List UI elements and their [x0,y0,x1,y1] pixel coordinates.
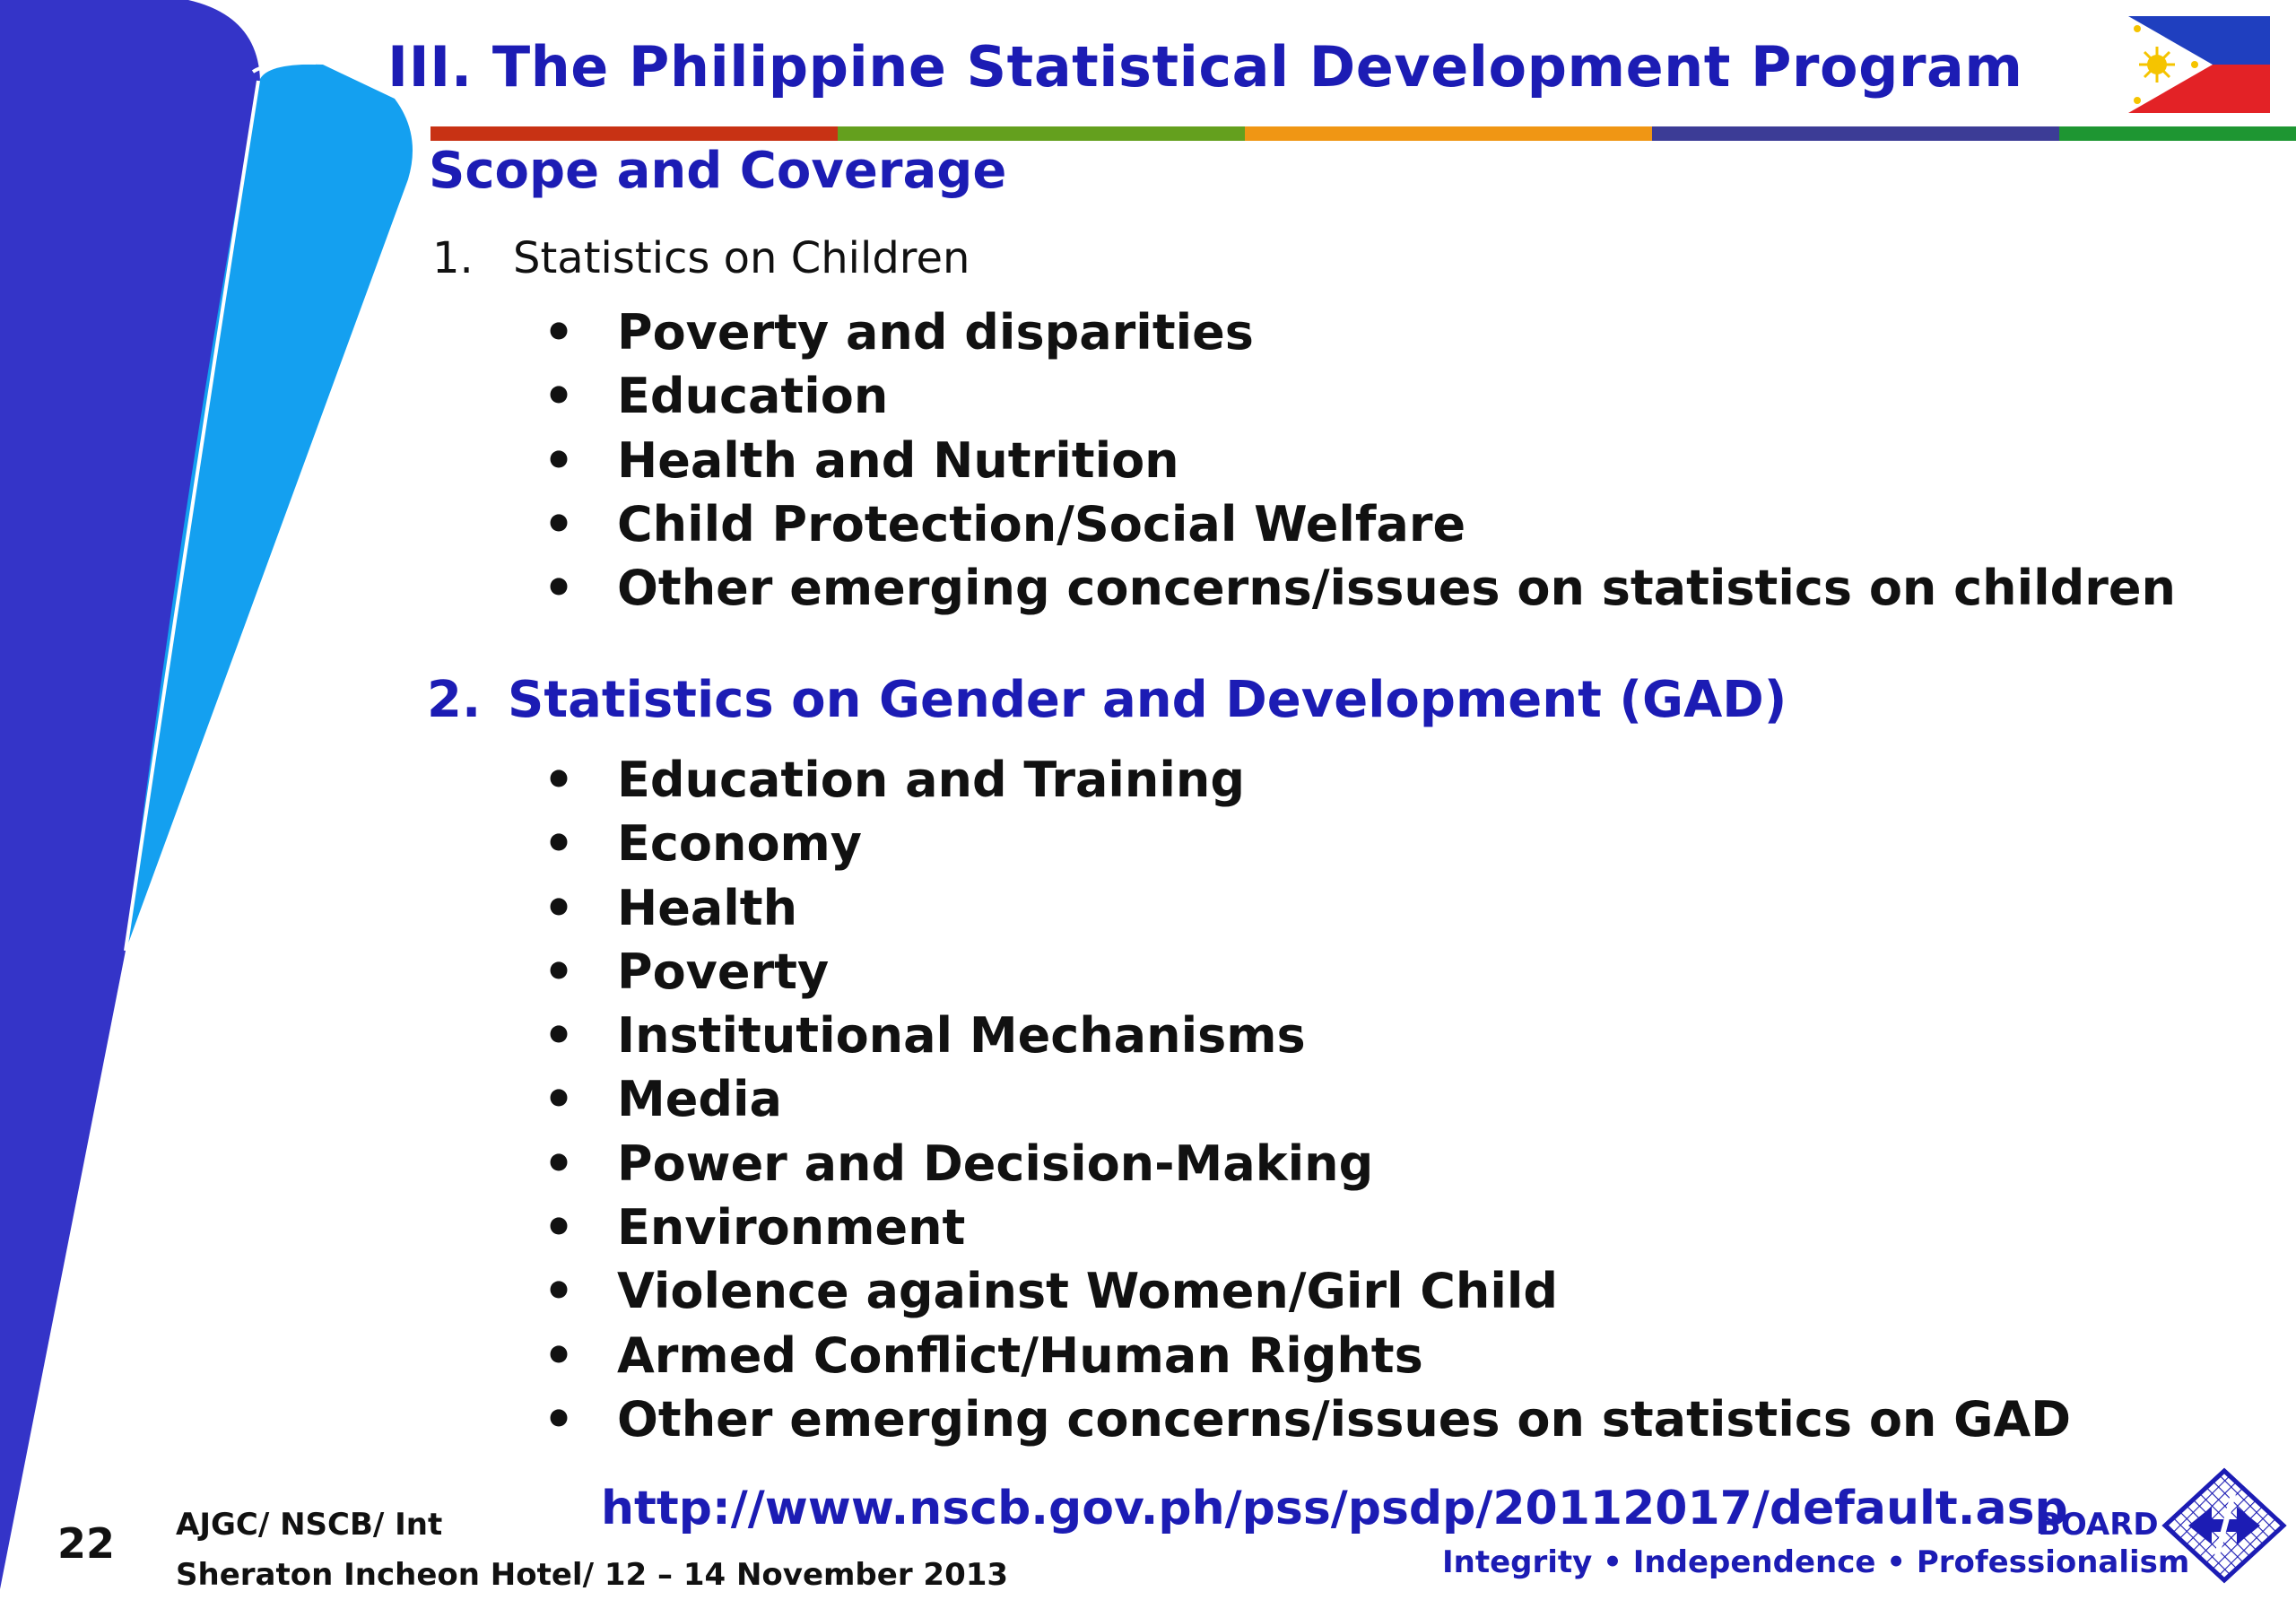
section-2-title: Statistics on Gender and Development (GAD) [508,671,1787,729]
section-1-list [541,300,2176,620]
list-item: • Environment [541,1196,2071,1259]
section-1-heading [432,233,970,283]
list-item: • Institutional Mechanisms [541,1004,2071,1067]
bullet: • [543,1007,575,1065]
bullet: • [543,943,575,1000]
header-color-bar [430,126,2296,141]
section-1-title: Statistics on Children [513,233,970,283]
list-item: • Poverty and disparities [541,300,2176,364]
list-item: • Other emerging concerns/issues on statistics on GAD [541,1387,2071,1451]
philippine-flag-icon [2128,16,2270,113]
bullet: • [543,1071,575,1128]
footer-line-1: AJGC/ NSCB/ Int [176,1507,443,1543]
list-item: • Education and Training [541,748,2071,812]
board-motto: Integrity • Independence • Professionalism [1442,1544,2190,1580]
section-2-number: 2. [427,671,482,729]
slide-subtitle: Scope and Coverage [429,142,1007,200]
page-number: 22 [57,1519,116,1568]
list-item: • Other emerging concerns/issues on statistics on children [541,556,2176,620]
bullet: • [543,304,575,361]
bullet: • [543,879,575,936]
section-2-list [541,748,2071,1451]
bullet: • [543,1390,575,1448]
bullet: • [543,1326,575,1384]
decorative-swoosh [0,0,430,1589]
section-1-number: 1. [432,233,474,283]
slide-title: III. The Philippine Statistical Development Program [387,34,2023,100]
bullet: • [543,1135,575,1192]
bullet: • [543,431,575,489]
list-item: • Poverty [541,940,2071,1004]
bullet: • [543,495,575,552]
board-label: BOARD [2038,1507,2159,1543]
bullet: • [543,1263,575,1320]
bullet: • [543,368,575,425]
bullet: • [543,560,575,617]
bullet: • [543,752,575,808]
list-item: • Power and Decision-Making [541,1132,2071,1196]
list-item: • Health and Nutrition [541,429,2176,492]
list-item: • Media [541,1067,2071,1131]
list-item: • Education [541,364,2176,428]
list-item: • Violence against Women/Girl Child [541,1259,2071,1323]
board-diamond-logo-icon [2161,1467,2287,1584]
bullet: • [543,815,575,873]
section-2-heading [427,671,1787,729]
footer-line-2: Sheraton Incheon Hotel/ 12 – 14 November 2013 [176,1557,1009,1593]
list-item: • Health [541,876,2071,940]
bullet: • [543,1199,575,1257]
list-item: • Armed Conflict/Human Rights [541,1324,2071,1387]
list-item: • Economy [541,812,2071,875]
source-url-link[interactable]: http://www.nscb.gov.ph/pss/psdp/20112017/default.asp [601,1482,2068,1535]
list-item: • Child Protection/Social Welfare [541,492,2176,556]
